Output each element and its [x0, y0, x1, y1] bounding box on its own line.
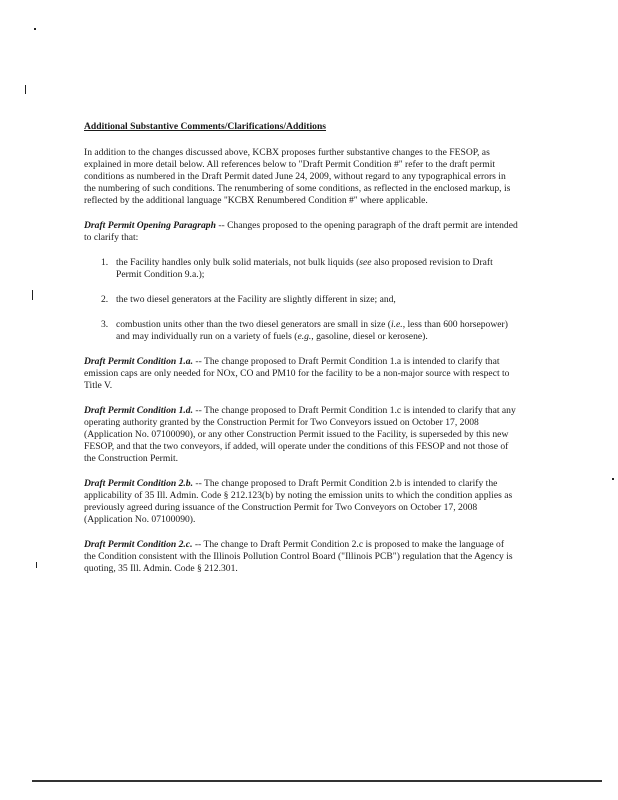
opening-label: Draft Permit Opening Paragraph [84, 220, 216, 231]
scan-bottom-edge [32, 780, 602, 782]
list-item-number: 2. [101, 294, 109, 305]
list-item-italic: e.g. [297, 331, 312, 342]
list-item-number: 3. [101, 319, 109, 330]
list-item-text: , less than 600 horsepower) and may individually run on a variety of fuels ( [116, 319, 508, 342]
list-item [84, 294, 518, 306]
condition-paragraph [84, 539, 518, 575]
scan-speck [36, 562, 37, 568]
condition-label: Draft Permit Condition 1.d. [84, 405, 194, 416]
condition-text: -- The change to Draft Permit Condition 2.c is proposed to make the language of the Condition consistent with the Illinois Pollution Control Board ("Illinois PCB") regulation that the Agency is quoting, 35 Ill. Admin. Code § 212.301. [84, 539, 513, 574]
opening-paragraph [84, 220, 518, 244]
list-item-text: the two diesel generators at the Facility are slightly different in size; and, [116, 294, 396, 305]
list-item [84, 319, 518, 343]
scan-speck [32, 290, 33, 300]
opening-text: -- Changes proposed to the opening paragraph of the draft permit are intended to clarify that: [84, 220, 518, 243]
list-item-italic: see [359, 257, 372, 268]
condition-paragraph [84, 405, 518, 465]
document-body [84, 121, 518, 588]
condition-label: Draft Permit Condition 2.b. [84, 478, 194, 489]
condition-text: -- The change proposed to Draft Permit Condition 1.c is intended to clarify that any operating authority granted by the Construction Permit for Two Conveyors issued on October 17, 2008 (Application No. 07100090), or any other Construction Permit issued to the Facility, is superseded by this new FESOP, and that the two conveyors, if added, will operate under the conditions of this FESOP and not those of the Construction Permit. [84, 405, 516, 464]
condition-label: Draft Permit Condition 1.a. [84, 356, 194, 367]
list-item [84, 257, 518, 281]
scan-speck [34, 28, 36, 30]
scan-speck [25, 85, 26, 94]
condition-label: Draft Permit Condition 2.c. [84, 539, 193, 550]
intro-paragraph: In addition to the changes discussed above, KCBX proposes further substantive changes to the FESOP, as explained in more detail below. All references below to "Draft Permit Condition #" refer to the draft permit conditions as numbered in the Draft Permit dated June 24, 2009, without regard to any typographical errors in the numbering of such conditions. The renumbering of some conditions, as reflected in the enclosed markup, is reflected by the additional language "KCBX Renumbered Condition #" where applicable. [84, 147, 511, 206]
list-item-text: also proposed revision to Draft Permit Condition 9.a.); [116, 257, 493, 280]
list-item-text: , gasoline, diesel or kerosene). [311, 331, 428, 342]
condition-paragraph [84, 356, 518, 392]
scan-speck [612, 478, 614, 480]
clarification-list [84, 257, 518, 343]
condition-text: -- The change proposed to Draft Permit Condition 2.b is intended to clarify the applicability of 35 Ill. Admin. Code § 212.123(b) by noting the emission units to which the condition applies as previously agreed during issuance of the Construction Permit for Two Conveyors on October 17, 2008 (Application No. 07100090). [84, 478, 513, 525]
condition-paragraph [84, 478, 518, 526]
section-heading: Additional Substantive Comments/Clarifications/Additions [84, 121, 327, 132]
condition-text: -- The change proposed to Draft Permit Condition 1.a is intended to clarify that emission caps are only needed for NOx, CO and PM10 for the facility to be a non-major source with respect to Title V. [84, 356, 510, 391]
list-item-number: 1. [101, 257, 109, 268]
list-item-text: combustion units other than the two diesel generators are small in size ( [116, 319, 391, 330]
list-item-text: the Facility handles only bulk solid materials, not bulk liquids ( [116, 257, 360, 268]
list-item-italic: i.e. [390, 319, 403, 330]
